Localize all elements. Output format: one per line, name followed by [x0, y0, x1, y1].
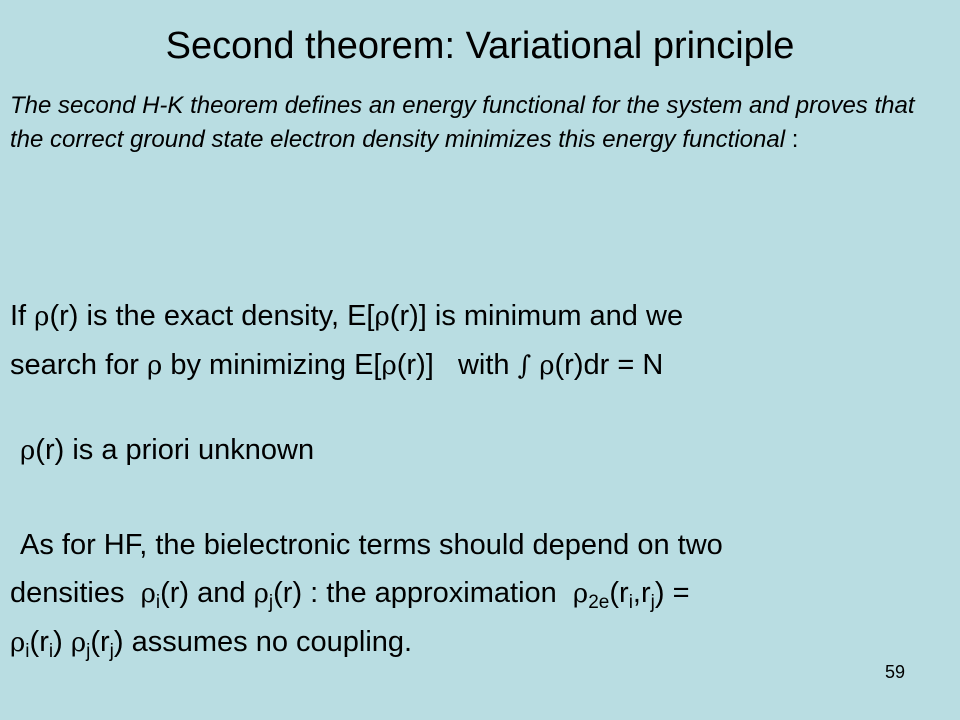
text-run: (r)dr = N	[554, 349, 664, 381]
subscript: j	[650, 592, 655, 613]
text-run: (r) : the approximation	[273, 577, 573, 609]
rho-symbol: ρ	[140, 579, 156, 609]
text-run: If	[10, 300, 35, 332]
hf-line-2	[10, 569, 950, 618]
slide-title: Second theorem: Variational principle	[165, 25, 795, 67]
text-run: (r) and	[160, 577, 254, 609]
rho-symbol: ρ	[539, 351, 555, 381]
variational-line-2	[10, 341, 950, 390]
hf-line-1: As for HF, the bielectronic terms should depend on two	[20, 529, 723, 561]
text-run	[531, 349, 539, 381]
intro-italic-text: The second H-K theorem defines an energy functional for the system and proves that the correct ground state electron density minimizes this energy functional	[10, 92, 915, 153]
text-run: by minimizing E[	[162, 349, 382, 381]
text-run: ) assumes no coupling.	[113, 626, 413, 658]
hf-approximation-paragraph	[10, 521, 950, 667]
text-run: (r) is the exact density, E[	[49, 300, 375, 332]
rho-symbol: ρ	[381, 351, 397, 381]
rho-symbol: ρ	[147, 351, 163, 381]
text-run: (r	[90, 626, 110, 658]
subscript: i	[628, 592, 633, 613]
intro-colon: :	[785, 126, 799, 153]
rho-symbol: ρ	[34, 302, 50, 332]
rho-symbol: ρ	[253, 579, 269, 609]
subscript: i	[25, 641, 30, 662]
subscript: j	[268, 592, 274, 613]
rho-symbol: ρ	[10, 628, 26, 658]
text-run: ,r	[632, 577, 651, 609]
text-run: search for	[10, 349, 147, 381]
text-run: ) =	[654, 577, 690, 609]
rho-symbol: ρ	[374, 302, 390, 332]
rho-symbol: ρ	[20, 436, 36, 466]
subscript: i	[48, 641, 54, 662]
text-run: (r	[29, 626, 49, 658]
page-number: 59	[884, 662, 905, 682]
integral-symbol: ∫	[517, 351, 532, 381]
unknown-density-note	[20, 426, 960, 475]
subscript: i	[155, 592, 161, 613]
text-run: (r	[609, 577, 629, 609]
intro-paragraph	[10, 89, 940, 157]
variational-statement	[10, 292, 950, 390]
subscript: j	[86, 641, 91, 662]
rho-symbol: ρ	[572, 579, 589, 609]
rho-symbol: ρ	[70, 628, 87, 658]
text-run: )	[53, 626, 71, 658]
subscript: 2e	[588, 592, 610, 613]
variational-line-1	[10, 292, 950, 341]
text-run: (r)] with	[396, 349, 518, 381]
text-run: (r) is a priori unknown	[35, 434, 315, 466]
text-run: (r)] is minimum and we	[389, 300, 684, 332]
subscript: j	[109, 641, 114, 662]
text-run: densities	[10, 577, 141, 609]
hf-line-3	[10, 618, 950, 667]
